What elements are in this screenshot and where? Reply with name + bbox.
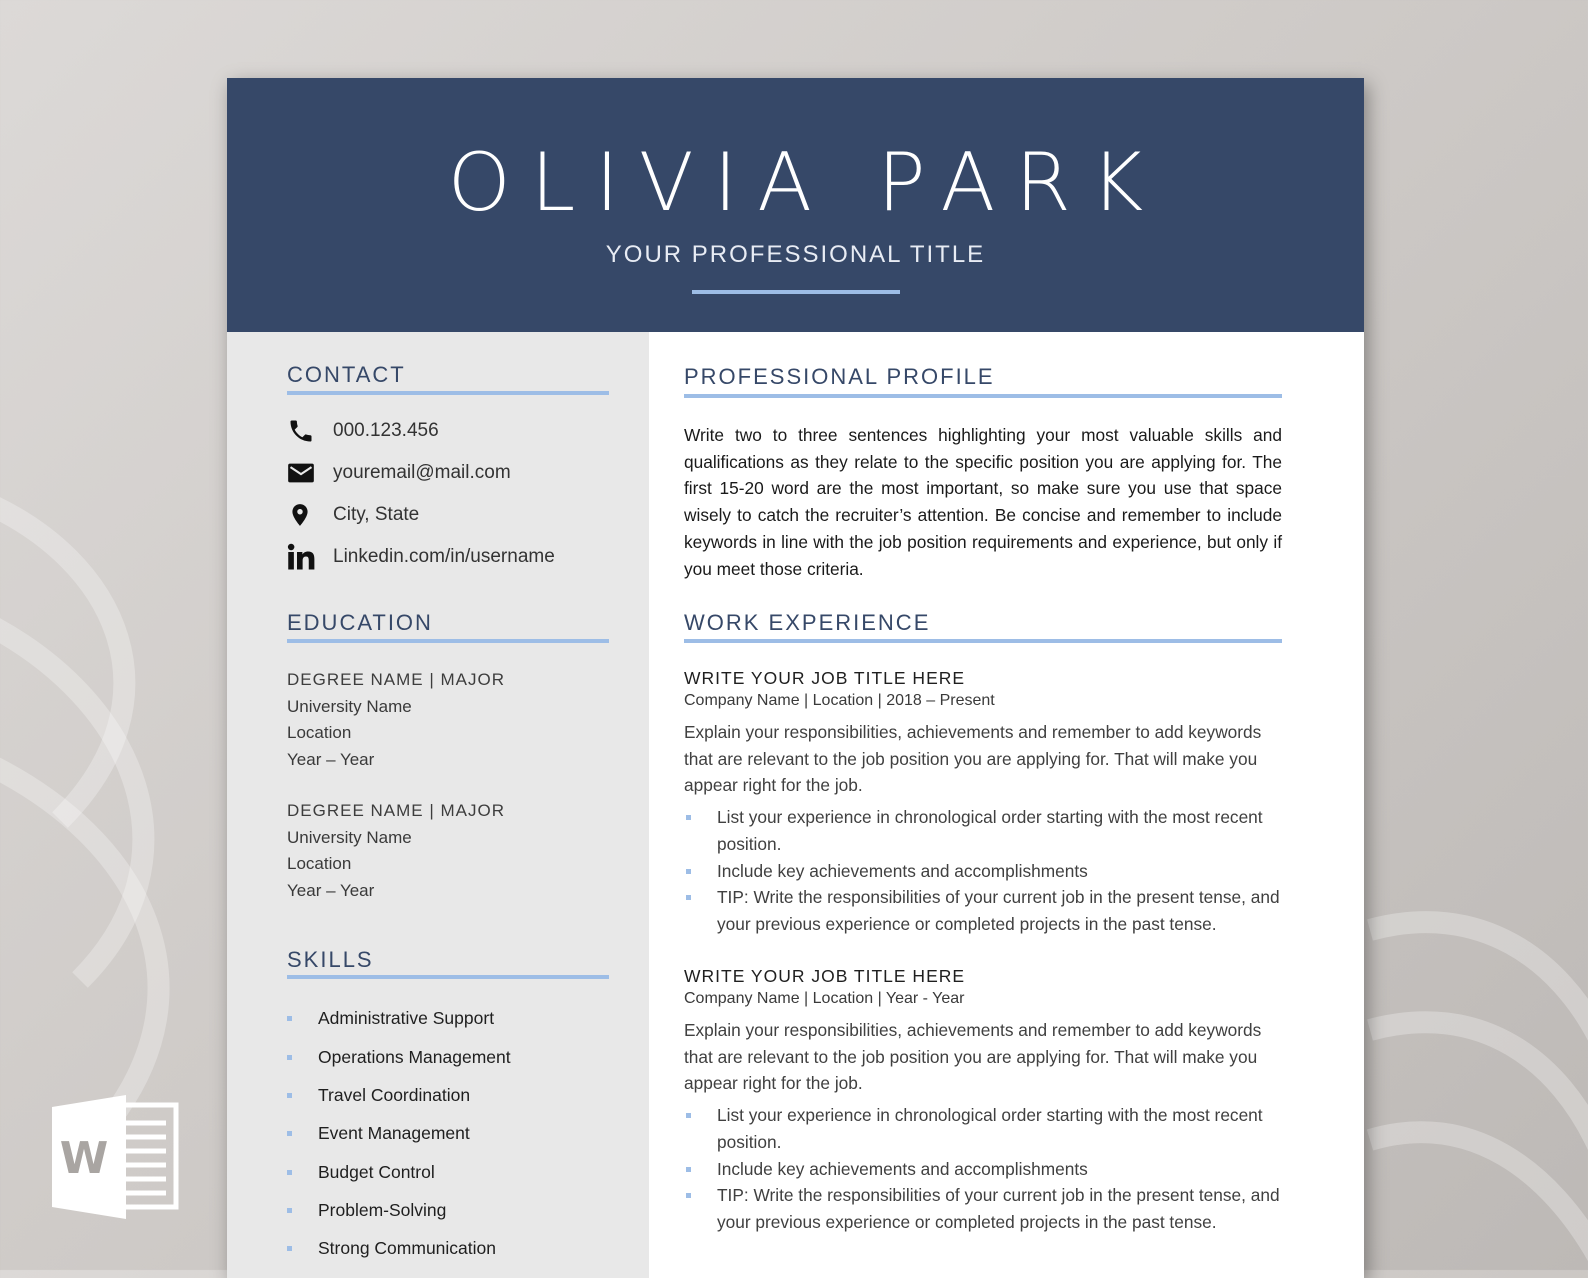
education-location: Location — [287, 854, 352, 873]
job-bullet — [684, 884, 1282, 937]
degree-name: DEGREE NAME | MAJOR — [287, 670, 505, 689]
education-years: Year – Year — [287, 749, 375, 769]
university-name: University Name — [287, 696, 412, 716]
email-icon — [287, 458, 319, 488]
skill-item — [287, 1238, 496, 1259]
bullet-square-icon — [287, 1170, 292, 1175]
job-bullet — [684, 858, 1282, 885]
experience-heading: WORK EXPERIENCE — [684, 610, 931, 635]
university-name: University Name — [287, 827, 412, 847]
job-bullet-text: TIP: Write the responsibilities of your current job in the present tense, and your previous experience or completed projects in the past tense. — [717, 1185, 1280, 1232]
skill-label: Event Management — [318, 1123, 470, 1143]
job-description: Explain your responsibilities, achievements and remember to add keywords that are relevant to the job position you are applying for. That will make you appear right for the job. — [684, 1020, 1262, 1094]
skill-item — [287, 1162, 435, 1183]
job-entry — [684, 964, 1282, 1236]
skill-item — [287, 1085, 470, 1106]
resume-header — [227, 78, 1364, 332]
skill-item — [287, 1008, 494, 1029]
contact-rule — [287, 391, 609, 395]
job-bullet — [684, 1102, 1282, 1155]
location-pin-icon — [287, 500, 319, 530]
job-entry — [684, 666, 1282, 938]
contact-phone[interactable] — [287, 416, 439, 446]
skill-label: Budget Control — [318, 1162, 435, 1182]
bullet-square-icon — [287, 1055, 292, 1060]
word-document-icon — [50, 1093, 180, 1226]
job-bullets — [684, 804, 1282, 938]
skills-heading: SKILLS — [287, 947, 374, 972]
main-column — [649, 332, 1364, 1278]
profile-heading: PROFESSIONAL PROFILE — [684, 364, 995, 389]
contact-location-text: City, State — [333, 504, 420, 525]
linkedin-icon — [287, 542, 319, 572]
job-title: WRITE YOUR JOB TITLE HERE — [684, 966, 966, 986]
bullet-square-icon — [686, 895, 691, 900]
bullet-square-icon — [686, 869, 691, 874]
profile-text: Write two to three sentences highlighting your most valuable skills and qualifications as they relate to the specific position you are applying for. The first 15-20 word are the most important, so make sure you use that space wisely to catch the recruiter’s attention. Be concise and remember to include keywords in line with the job position requirements and experience, but only if you meet those criteria. — [684, 425, 1282, 579]
bullet-square-icon — [287, 1208, 292, 1213]
bullet-square-icon — [686, 1193, 691, 1198]
job-bullets — [684, 1102, 1282, 1236]
job-bullet — [684, 804, 1282, 857]
contact-email[interactable] — [287, 458, 511, 488]
job-bullet-text: List your experience in chronological order starting with the most recent position. — [717, 807, 1263, 854]
resume-document — [227, 78, 1364, 1278]
candidate-name: OLIVIA PARK — [447, 136, 1164, 229]
bullet-square-icon — [686, 1113, 691, 1118]
profile-rule — [684, 394, 1282, 398]
skill-label: Problem-Solving — [318, 1200, 447, 1220]
professional-title: YOUR PROFESSIONAL TITLE — [605, 241, 986, 268]
bullet-square-icon — [287, 1131, 292, 1136]
skill-label: Administrative Support — [318, 1008, 495, 1028]
skill-item — [287, 1123, 470, 1144]
sidebar — [227, 332, 649, 1278]
bullet-square-icon — [686, 815, 691, 820]
job-bullet — [684, 1182, 1282, 1235]
bullet-square-icon — [686, 1167, 691, 1172]
contact-linkedin[interactable] — [287, 542, 555, 572]
skill-label: Travel Coordination — [318, 1085, 471, 1105]
job-description: Explain your responsibilities, achievements and remember to add keywords that are relevant to the job position you are applying for. That will make you appear right for the job. — [684, 722, 1262, 796]
job-meta: Company Name | Location | Year - Year — [684, 990, 965, 1007]
job-bullet-text: Include key achievements and accomplishments — [717, 860, 1088, 881]
contact-phone-text: 000.123.456 — [333, 420, 439, 441]
bullet-square-icon — [287, 1093, 292, 1098]
education-rule — [287, 639, 609, 643]
education-entry — [287, 798, 505, 904]
word-icon-letter: W — [59, 1133, 109, 1184]
contact-linkedin-text: Linkedin.com/in/username — [333, 546, 555, 567]
experience-rule — [684, 639, 1282, 643]
contact-heading: CONTACT — [287, 362, 406, 387]
phone-icon — [287, 416, 319, 446]
skill-label: Operations Management — [318, 1047, 511, 1067]
job-bullet-text: TIP: Write the responsibilities of your current job in the present tense, and your previous experience or completed projects in the past tense. — [717, 887, 1280, 934]
contact-location — [287, 500, 419, 530]
skill-item — [287, 1200, 446, 1221]
job-bullet-text: List your experience in chronological order starting with the most recent position. — [717, 1105, 1263, 1152]
contact-email-text: youremail@mail.com — [333, 462, 511, 483]
job-meta: Company Name | Location | 2018 – Present — [684, 692, 995, 709]
bullet-square-icon — [287, 1246, 292, 1251]
title-underline — [692, 290, 900, 294]
education-entry — [287, 667, 505, 773]
degree-name: DEGREE NAME | MAJOR — [287, 801, 505, 820]
education-location: Location — [287, 723, 352, 742]
job-title: WRITE YOUR JOB TITLE HERE — [684, 668, 966, 688]
job-bullet — [684, 1156, 1282, 1183]
job-bullet-text: Include key achievements and accomplishments — [717, 1158, 1088, 1179]
skills-rule — [287, 975, 609, 979]
education-heading: EDUCATION — [287, 610, 433, 635]
education-years: Year – Year — [287, 880, 375, 900]
bullet-square-icon — [287, 1016, 292, 1021]
skill-item — [287, 1047, 511, 1068]
skill-label: Strong Communication — [318, 1238, 496, 1258]
